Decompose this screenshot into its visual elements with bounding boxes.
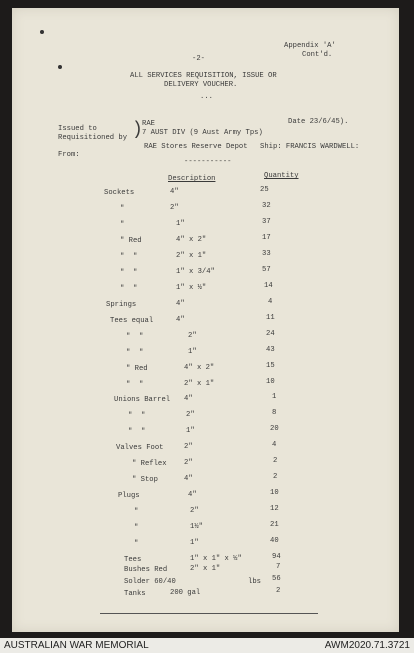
item-description: " " (128, 428, 146, 436)
item-description: " " (126, 333, 144, 341)
item-size: 4" x 2" (176, 236, 207, 244)
item-size: 4" (170, 188, 179, 196)
item-quantity: 7 (276, 563, 281, 571)
item-description: " (134, 508, 139, 516)
item-size: 1" x ½" (176, 284, 207, 292)
item-quantity: 32 (262, 202, 271, 210)
item-description: Plugs (118, 492, 140, 500)
footer-credit: AUSTRALIAN WAR MEMORIAL (4, 640, 149, 651)
item-description: " Red (126, 365, 148, 373)
item-size: 2" (184, 459, 193, 467)
item-quantity: 57 (262, 266, 271, 274)
title-line-2: DELIVERY VOUCHER. (164, 81, 238, 89)
item-description: " " (126, 381, 144, 389)
page-number: -2- (192, 55, 205, 63)
item-description: " Reflex (132, 460, 167, 468)
item-quantity: 14 (264, 282, 273, 290)
appendix-label: Appendix 'A' (284, 42, 336, 50)
item-quantity: 20 (270, 425, 279, 433)
item-description: Sockets (104, 189, 135, 197)
footer-accession-id: AWM2020.71.3721 (324, 640, 410, 651)
item-size: 1½" (190, 523, 203, 531)
item-quantity: 21 (270, 521, 279, 529)
item-description: Bushes Red (124, 566, 168, 574)
item-size: 4" (188, 491, 197, 499)
column-header-description: Description (168, 175, 216, 183)
item-quantity: 40 (270, 537, 279, 545)
requisitioned-by-label: Requisitioned by (58, 134, 128, 142)
item-size: 2" (170, 204, 179, 212)
item-size: 2" x 1" (184, 380, 215, 388)
title-line-1: ALL SERVICES REQUISITION, ISSUE OR (130, 72, 277, 80)
item-size: 1" (176, 220, 185, 228)
column-header-quantity: Quantity (264, 172, 299, 180)
item-description: " " (120, 285, 138, 293)
item-size: 2" x 1" (190, 565, 221, 573)
item-quantity: 94 (272, 553, 281, 561)
item-size: 200 gal (170, 589, 201, 597)
item-description: Springs (106, 301, 137, 309)
issued-to-value: RAE (142, 120, 155, 128)
item-size: 1" (188, 348, 197, 356)
item-size: 2" x 1" (176, 252, 207, 260)
issued-to-label: Issued to (58, 125, 97, 133)
item-quantity: 1 (272, 393, 277, 401)
item-size: 1" x 3/4" (176, 268, 215, 276)
item-quantity: 12 (270, 505, 279, 513)
item-quantity: 8 (272, 409, 277, 417)
brace-mark: ) (132, 120, 143, 140)
item-description: Valves Foot (116, 444, 164, 452)
contd-label: Cont'd. (302, 51, 333, 59)
item-size: 2" (186, 411, 195, 419)
item-size: 4" (184, 395, 193, 403)
item-quantity: 2 (273, 457, 278, 465)
item-quantity: 37 (262, 218, 271, 226)
item-description: Unions Barrel (114, 396, 171, 404)
item-quantity: 56 (272, 575, 281, 583)
footer-bar (0, 638, 414, 653)
item-size: 4" (176, 300, 185, 308)
item-size: 2" (190, 507, 199, 515)
document-page (12, 8, 399, 632)
item-quantity: 11 (266, 314, 275, 322)
punch-hole (58, 65, 62, 69)
item-quantity: 4 (268, 298, 273, 306)
date-field: Date 23/6/45). (288, 118, 349, 126)
item-description: " (134, 524, 139, 532)
item-description: Tanks (124, 590, 146, 598)
item-quantity: 25 (260, 186, 269, 194)
item-quantity: 17 (262, 234, 271, 242)
item-quantity: 10 (270, 489, 279, 497)
item-quantity: 10 (266, 378, 275, 386)
item-size: 1" x 1" x ½" (190, 555, 242, 563)
item-quantity: 4 (272, 441, 277, 449)
item-quantity: 2 (273, 473, 278, 481)
item-description: " (120, 205, 125, 213)
item-description: " (120, 221, 125, 229)
ship-name: Ship: FRANCIS WARDWELL: (260, 143, 360, 151)
item-description: Tees equal (110, 317, 154, 325)
item-size: 1" (186, 427, 195, 435)
bottom-rule (100, 613, 318, 614)
item-description: " " (128, 412, 146, 420)
item-quantity: 24 (266, 330, 275, 338)
item-description: " Red (120, 237, 142, 245)
separator-rule: ----------- (184, 158, 232, 166)
item-quantity: 33 (262, 250, 271, 258)
requisitioned-value: 7 AUST DIV (9 Aust Army Tps) (142, 129, 263, 137)
item-description: " (134, 540, 139, 548)
item-size: 4" x 2" (184, 364, 215, 372)
item-description: Tees (124, 556, 142, 564)
item-unit: lbs (248, 578, 261, 586)
item-quantity: 2 (276, 587, 281, 595)
item-size: 1" (190, 539, 199, 547)
item-description: " Stop (132, 476, 158, 484)
item-description: " " (126, 349, 144, 357)
item-description: " " (120, 269, 138, 277)
item-quantity: 15 (266, 362, 275, 370)
from-value: RAE Stores Reserve Depot (144, 143, 248, 151)
item-quantity: 43 (266, 346, 275, 354)
punch-hole (40, 30, 44, 34)
title-dots: ... (200, 93, 213, 101)
item-size: 2" (188, 332, 197, 340)
item-description: Solder 60/40 (124, 578, 176, 586)
item-description: " " (120, 253, 138, 261)
item-size: 4" (184, 475, 193, 483)
item-size: 4" (176, 316, 185, 324)
item-size: 2" (184, 443, 193, 451)
from-label: From: (58, 151, 80, 159)
